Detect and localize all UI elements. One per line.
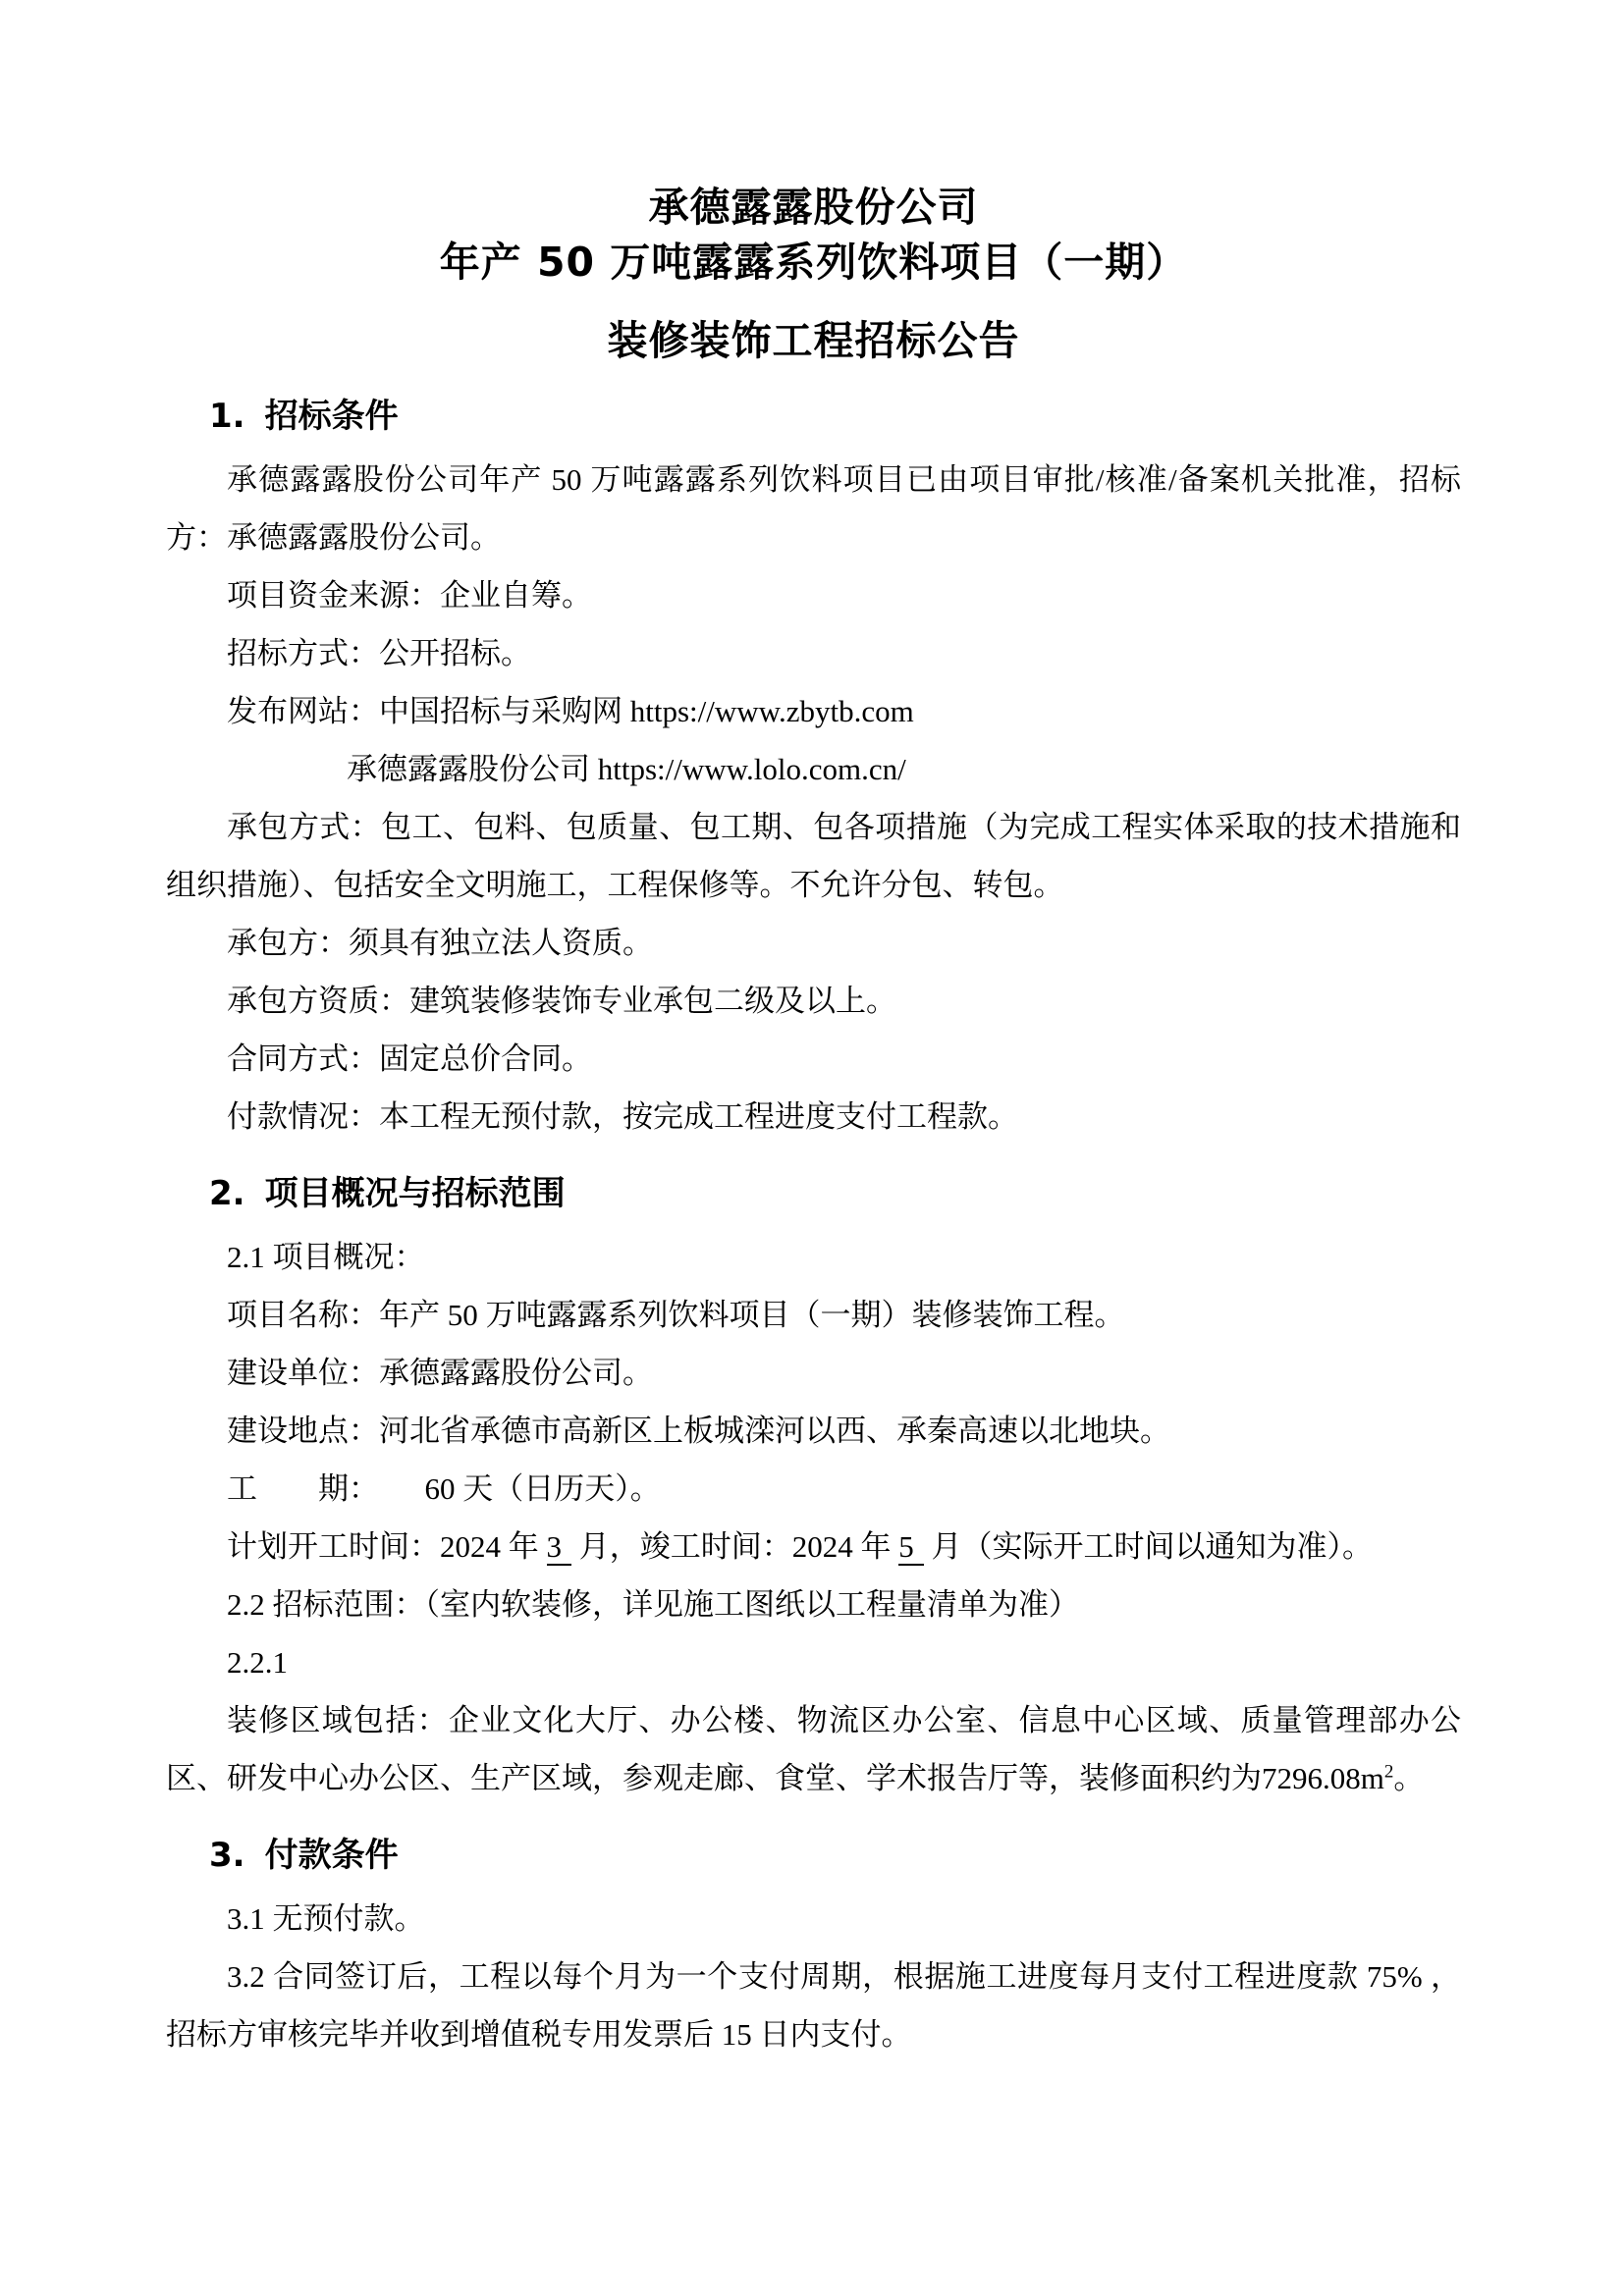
document-title-company: 承德露露股份公司	[648, 184, 979, 231]
section-2-number: 2.	[209, 1174, 245, 1213]
schedule-text-end: 月（实际开工时间以通知为准）。	[923, 1529, 1373, 1564]
paragraph-payment-term-1: 3.1 无预付款。	[227, 1901, 425, 1936]
paragraph-construction-location: 建设地点：河北省承德市高新区上板城滦河以西、承秦高速以北地块。	[227, 1414, 1170, 1448]
schedule-text-start: 计划开工时间：2024 年	[227, 1529, 547, 1564]
section-heading-1	[166, 386, 1461, 447]
paragraph-contract-mode: 承包方式：包工、包料、包质量、包工期、包各项措施（为完成工程实体采取的技术措施和组织措施）、包括安全文明施工，工程保修等。不允许分包、转包。	[166, 810, 1461, 902]
section-1-number: 1.	[209, 397, 245, 436]
paragraph-payment-term-2: 3.2 合同签订后，工程以每个月为一个支付周期，根据施工进度每月支付工程进度款 75% ，招标方审核完毕并收到增值税专用发票后 15 日内支付。	[166, 1959, 1461, 2052]
document-title-project: 年产 50 万吨露露系列饮料项目（一期）	[439, 239, 1188, 286]
paragraph-contractor-requirement: 承包方：须具有独立法人资质。	[227, 926, 653, 960]
area-period: 。	[1393, 1761, 1425, 1795]
paragraph-contractor-qualification: 承包方资质：建筑装修装饰专业承包二级及以上。	[227, 984, 896, 1018]
paragraph-tender-method: 招标方式：公开招标。	[227, 636, 531, 670]
paragraph-contract-type: 合同方式：固定总价合同。	[227, 1041, 592, 1076]
section-3-title: 付款条件	[264, 1836, 399, 1875]
area-text: 装修区域包括：企业文化大厅、办公楼、物流区办公室、信息中心区域、质量管理部办公区、研发中心办公区、生产区域，参观走廊、食堂、学术报告厅等，装修面积约为	[166, 1703, 1461, 1795]
section-heading-2	[166, 1163, 1461, 1224]
paragraph-construction-owner: 建设单位：承德露露股份公司。	[227, 1356, 653, 1390]
paragraph-scope-item-number: 2.2.1	[227, 1645, 288, 1680]
document-title-announcement: 装修装饰工程招标公告	[607, 317, 1020, 364]
paragraph-project-name: 项目名称：年产 50 万吨露露系列饮料项目（一期）装修装饰工程。	[227, 1298, 1125, 1332]
paragraph-payment-info: 付款情况：本工程无预付款，按完成工程进度支付工程款。	[227, 1099, 1018, 1134]
paragraph-schedule	[166, 1518, 1461, 1575]
schedule-start-month-underlined: 3	[547, 1529, 572, 1566]
paragraph-project-overview: 2.1 项目概况：	[227, 1240, 425, 1274]
paragraph-funding-source: 项目资金来源：企业自筹。	[227, 578, 592, 613]
schedule-text-middle: 月，竣工时间：2024 年	[571, 1529, 899, 1564]
paragraph-construction-duration: 工 期： 60 天（日历天）。	[227, 1471, 661, 1506]
section-3-number: 3.	[209, 1836, 245, 1875]
section-2-title: 项目概况与招标范围	[264, 1174, 566, 1213]
area-superscript: 2	[1383, 1761, 1394, 1783]
section-1-title: 招标条件	[264, 397, 399, 436]
paragraph-publish-website-2: 承德露露股份公司 https://www.lolo.com.cn/	[347, 752, 906, 786]
schedule-end-month-underlined: 5	[898, 1529, 924, 1566]
section-heading-3	[166, 1825, 1461, 1886]
paragraph-decoration-area	[166, 1691, 1461, 1807]
paragraph-tender-scope: 2.2 招标范围：（室内软装修，详见施工图纸以工程量清单为准）	[227, 1587, 1079, 1622]
paragraph-approval: 承德露露股份公司年产 50 万吨露露系列饮料项目已由项目审批/核准/备案机关批准，招标方：承德露露股份公司。	[166, 462, 1461, 555]
paragraph-publish-website-1: 发布网站：中国招标与采购网 https://www.zbytb.com	[227, 694, 914, 728]
area-value: 7296.08m	[1262, 1761, 1384, 1795]
